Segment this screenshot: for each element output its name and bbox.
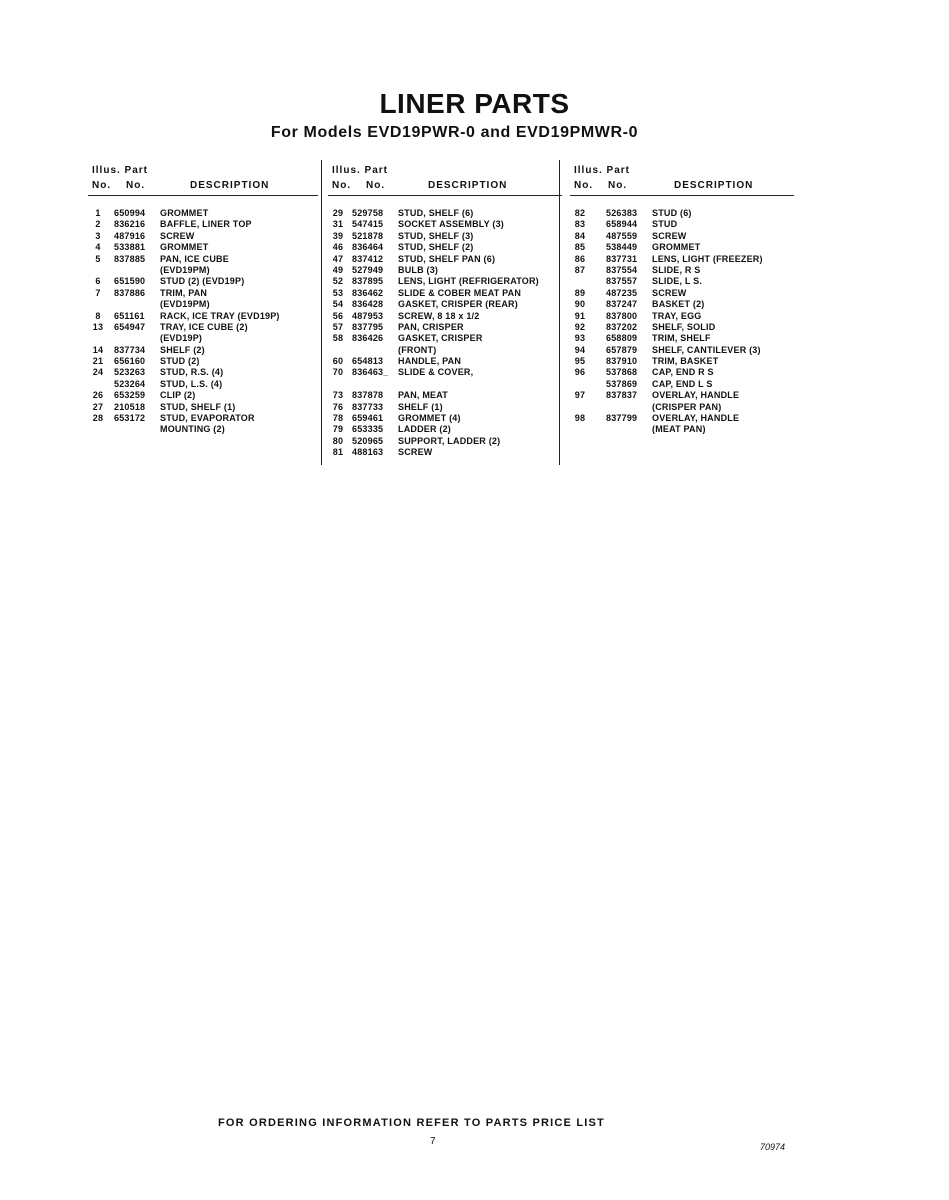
illus-number: 95: [574, 356, 586, 367]
illus-number: 73: [332, 390, 344, 401]
part-number: 488163: [352, 447, 384, 458]
part-number: 837734: [114, 344, 146, 355]
part-number: 651590: [114, 276, 146, 287]
part-row: [570, 424, 794, 435]
page-title: LINER PARTS: [379, 88, 570, 119]
part-description: SHELF, SOLID: [652, 321, 716, 332]
part-description: TRIM, SHELF: [652, 333, 711, 344]
part-number: 533881: [114, 242, 146, 253]
illus-no-label: No.: [574, 180, 594, 191]
part-number: 654947: [114, 321, 146, 332]
part-row: [88, 276, 318, 287]
part-number: 837886: [114, 287, 146, 298]
part-row: [88, 333, 318, 344]
part-row: [570, 288, 794, 299]
part-number: 837799: [606, 413, 638, 424]
page-subtitle: For Models EVD19PWR-0 and EVD19PMWR-0: [270, 124, 639, 141]
part-number: 837557: [606, 276, 638, 287]
illus-number: 28: [92, 413, 104, 424]
part-description: (MEAT PAN): [652, 424, 706, 435]
part-row: [570, 390, 794, 401]
part-description: OVERLAY, HANDLE: [652, 390, 740, 401]
part-row: [328, 333, 562, 344]
part-number: 520965: [352, 435, 384, 446]
illus-number: 54: [332, 299, 344, 310]
part-description: GASKET, CRISPER: [398, 333, 483, 344]
illus-number: 21: [92, 356, 104, 367]
illus-number: 86: [574, 253, 586, 264]
illus-number: 7: [95, 287, 101, 298]
part-row: [570, 402, 794, 413]
part-number: 487235: [606, 287, 638, 298]
illus-number: 93: [574, 333, 586, 344]
part-description: STUD, SHELF (2): [398, 242, 474, 253]
part-number: 658809: [606, 333, 638, 344]
part-row: [328, 447, 562, 458]
part-description: SLIDE & COVER,: [398, 367, 474, 378]
part-description: GROMMET: [160, 208, 209, 218]
column-header: [88, 165, 318, 195]
part-description: SOCKET ASSEMBLY (3): [398, 219, 504, 230]
part-row: [328, 322, 562, 333]
part-number: 836428: [352, 299, 384, 310]
part-number: 653172: [114, 413, 146, 424]
part-description: TRIM, BASKET: [652, 356, 719, 367]
part-description: BULB (3): [398, 264, 439, 275]
illus-no-label: No.: [92, 180, 112, 191]
part-number: 487559: [606, 230, 638, 241]
part-description: HANDLE, PAN: [398, 356, 462, 367]
part-row: [328, 436, 562, 447]
part-description: CAP, END R S: [652, 367, 714, 378]
part-row: [570, 219, 794, 230]
illus-number: 79: [332, 424, 344, 435]
part-row: [88, 208, 318, 219]
part-number: 657879: [606, 344, 638, 355]
header-rule: [88, 195, 318, 196]
illus-part-label: Illus. Part: [332, 165, 389, 176]
part-row: [88, 367, 318, 378]
part-no-label: No.: [126, 180, 146, 191]
part-row: [88, 219, 318, 230]
part-row: [570, 413, 794, 424]
part-row: [328, 311, 562, 322]
part-description: GASKET, CRISPER (REAR): [398, 299, 518, 310]
part-row: [88, 311, 318, 322]
part-number: 547415: [352, 219, 384, 230]
part-row: [328, 379, 562, 390]
part-row: [328, 424, 562, 435]
parts-column-1: [88, 165, 318, 436]
part-row: [328, 276, 562, 287]
parts-list: [88, 208, 318, 436]
illus-number: 24: [92, 367, 104, 378]
part-number: 836463_: [352, 367, 389, 378]
illus-number: 87: [574, 264, 586, 275]
illus-number: 84: [574, 230, 586, 241]
part-row: [328, 402, 562, 413]
part-number: 837910: [606, 356, 638, 367]
part-row: [88, 242, 318, 253]
illus-number: 97: [574, 390, 586, 401]
description-label: DESCRIPTION: [190, 180, 270, 191]
part-row: [570, 322, 794, 333]
header-rule: [570, 195, 794, 196]
part-number: 521878: [352, 230, 384, 241]
part-number: 526383: [606, 208, 638, 218]
illus-number: 89: [574, 287, 586, 298]
part-row: [88, 356, 318, 367]
part-row: [88, 390, 318, 401]
illus-number: 47: [332, 253, 344, 264]
illus-number: 57: [332, 321, 344, 332]
part-number: 837800: [606, 310, 638, 321]
part-number: 487916: [114, 230, 146, 241]
part-description: SCREW, 8 18 x 1/2: [398, 310, 480, 321]
part-row: [88, 413, 318, 424]
part-description: OVERLAY, HANDLE: [652, 413, 740, 424]
illus-number: 60: [332, 356, 344, 367]
part-number: 210518: [114, 401, 146, 412]
part-no-label: No.: [366, 180, 386, 191]
part-number: 656160: [114, 356, 146, 367]
illus-number: 1: [95, 208, 101, 218]
part-description: BAFFLE, LINER TOP: [160, 219, 252, 230]
part-number: 654813: [352, 356, 384, 367]
illus-number: 56: [332, 310, 344, 321]
illus-number: 94: [574, 344, 586, 355]
part-number: 658944: [606, 219, 638, 230]
column-header: [328, 165, 562, 195]
document-code: 70974: [760, 1142, 786, 1152]
illus-no-label: No.: [332, 180, 352, 191]
illus-number: 85: [574, 242, 586, 253]
part-description: STUD, SHELF (3): [398, 230, 474, 241]
part-description: SLIDE & COBER MEAT PAN: [398, 287, 522, 298]
part-number: 523264: [114, 378, 146, 389]
part-row: [328, 254, 562, 265]
illus-number: 14: [92, 344, 104, 355]
part-row: [570, 379, 794, 390]
part-description: SHELF (1): [398, 401, 443, 412]
illus-number: 98: [574, 413, 586, 424]
part-number: 837837: [606, 390, 638, 401]
part-row: [88, 299, 318, 310]
part-description: STUD, EVAPORATOR: [160, 413, 255, 424]
part-description: PAN, ICE CUBE: [160, 253, 229, 264]
part-description: SCREW: [652, 230, 687, 241]
part-number: 538449: [606, 242, 638, 253]
part-no-label: No.: [608, 180, 628, 191]
part-row: [88, 322, 318, 333]
part-description: TRIM, PAN: [160, 287, 208, 298]
part-number: 537868: [606, 367, 638, 378]
part-number: 837412: [352, 253, 384, 264]
illus-number: 58: [332, 333, 344, 344]
part-description: GROMMET: [652, 242, 701, 253]
part-description: CLIP (2): [160, 390, 196, 401]
part-description: SUPPORT, LADDER (2): [398, 435, 501, 446]
part-description: (EVD19P): [160, 333, 203, 344]
part-description: BASKET (2): [652, 299, 705, 310]
part-row: [328, 265, 562, 276]
part-number: 659461: [352, 413, 384, 424]
part-description: SHELF, CANTILEVER (3): [652, 344, 761, 355]
part-row: [570, 276, 794, 287]
part-description: LENS, LIGHT (FREEZER): [652, 253, 763, 264]
part-description: LADDER (2): [398, 424, 451, 435]
part-description: STUD: [652, 219, 678, 230]
part-description: GROMMET: [160, 242, 209, 253]
part-number: 837733: [352, 401, 384, 412]
illus-number: 4: [95, 242, 101, 253]
part-description: TRAY, EGG: [652, 310, 702, 321]
part-description: (CRISPER PAN): [652, 401, 722, 412]
illus-number: 82: [574, 208, 586, 218]
part-row: [328, 219, 562, 230]
illus-number: 6: [95, 276, 101, 287]
part-description: RACK, ICE TRAY (EVD19P): [160, 310, 280, 321]
parts-column-3: [570, 165, 794, 436]
part-row: [328, 299, 562, 310]
part-description: SCREW: [652, 287, 687, 298]
part-row: [88, 424, 318, 435]
part-row: [570, 242, 794, 253]
part-row: [328, 345, 562, 356]
illus-part-label: Illus. Part: [574, 165, 631, 176]
part-number: 523263: [114, 367, 146, 378]
part-description: CAP, END L S: [652, 378, 713, 389]
part-row: [88, 265, 318, 276]
part-row: [570, 265, 794, 276]
description-label: DESCRIPTION: [674, 180, 754, 191]
part-row: [88, 402, 318, 413]
part-description: (EVD19PM): [160, 264, 210, 275]
part-row: [328, 356, 562, 367]
part-description: (EVD19PM): [160, 299, 210, 310]
illus-number: 53: [332, 287, 344, 298]
part-row: [328, 288, 562, 299]
part-row: [328, 231, 562, 242]
part-description: SLIDE, R S: [652, 264, 701, 275]
part-row: [328, 390, 562, 401]
part-number: 537869: [606, 378, 638, 389]
illus-number: 90: [574, 299, 586, 310]
illus-number: 83: [574, 219, 586, 230]
illus-number: 46: [332, 242, 344, 253]
part-row: [570, 333, 794, 344]
part-number: 650994: [114, 208, 146, 218]
part-description: STUD, SHELF (1): [160, 401, 236, 412]
illus-number: 2: [95, 219, 101, 230]
part-row: [570, 367, 794, 378]
illus-number: 76: [332, 401, 344, 412]
part-row: [570, 254, 794, 265]
illus-number: 91: [574, 310, 586, 321]
part-description: SHELF (2): [160, 344, 205, 355]
part-number: 529758: [352, 208, 384, 218]
part-description: GROMMET (4): [398, 413, 461, 424]
illus-number: 49: [332, 264, 344, 275]
illus-number: 31: [332, 219, 344, 230]
part-row: [328, 367, 562, 378]
part-number: 836462: [352, 287, 384, 298]
illus-number: 80: [332, 435, 344, 446]
illus-number: 13: [92, 321, 104, 332]
part-row: [88, 345, 318, 356]
part-row: [88, 288, 318, 299]
illus-number: 29: [332, 208, 344, 218]
column-header: [570, 165, 794, 195]
column-divider: [321, 160, 322, 465]
part-number: 653335: [352, 424, 384, 435]
part-row: [88, 231, 318, 242]
illus-number: 39: [332, 230, 344, 241]
part-number: 837247: [606, 299, 638, 310]
part-number: 837202: [606, 321, 638, 332]
illus-number: 8: [95, 310, 101, 321]
illus-number: 81: [332, 447, 344, 458]
parts-column-2: [328, 165, 562, 459]
parts-list: [328, 208, 562, 459]
ordering-info-footer: FOR ORDERING INFORMATION REFER TO PARTS PRICE LIST: [218, 1117, 605, 1129]
part-description: PAN, MEAT: [398, 390, 448, 401]
part-description: TRAY, ICE CUBE (2): [160, 321, 248, 332]
part-row: [570, 356, 794, 367]
part-row: [570, 299, 794, 310]
part-number: 836464: [352, 242, 384, 253]
part-number: 487953: [352, 310, 384, 321]
part-row: [328, 413, 562, 424]
part-row: [88, 379, 318, 390]
part-row: [570, 311, 794, 322]
part-number: 837885: [114, 253, 146, 264]
illus-number: 26: [92, 390, 104, 401]
part-description: (FRONT): [398, 344, 437, 355]
part-description: STUD, SHELF (6): [398, 208, 474, 218]
part-description: STUD (2) (EVD19P): [160, 276, 245, 287]
illus-number: 52: [332, 276, 344, 287]
part-description: STUD, SHELF PAN (6): [398, 253, 496, 264]
part-number: 837795: [352, 321, 384, 332]
part-number: 527949: [352, 264, 384, 275]
illus-number: 92: [574, 321, 586, 332]
part-row: [328, 208, 562, 219]
part-description: STUD, R.S. (4): [160, 367, 224, 378]
part-number: 836216: [114, 219, 146, 230]
part-number: 837731: [606, 253, 638, 264]
illus-number: 5: [95, 253, 101, 264]
part-description: MOUNTING (2): [160, 424, 225, 435]
illus-number: 70: [332, 367, 344, 378]
part-row: [570, 231, 794, 242]
illus-number: 78: [332, 413, 344, 424]
part-description: SLIDE, L S.: [652, 276, 703, 287]
part-number: 837895: [352, 276, 384, 287]
description-label: DESCRIPTION: [428, 180, 508, 191]
part-number: 837554: [606, 264, 638, 275]
part-description: STUD (6): [652, 208, 692, 218]
illus-number: 27: [92, 401, 104, 412]
part-description: LENS, LIGHT (REFRIGERATOR): [398, 276, 539, 287]
part-row: [328, 242, 562, 253]
illus-number: 3: [95, 230, 101, 241]
part-description: SCREW: [160, 230, 195, 241]
part-description: PAN, CRISPER: [398, 321, 464, 332]
page-number: 7: [430, 1136, 436, 1147]
part-row: [88, 254, 318, 265]
part-number: 653259: [114, 390, 146, 401]
illus-number: 96: [574, 367, 586, 378]
header-rule: [328, 195, 562, 196]
part-number: 837878: [352, 390, 384, 401]
illus-part-label: Illus. Part: [92, 165, 149, 176]
part-row: [570, 208, 794, 219]
part-row: [570, 345, 794, 356]
part-description: STUD (2): [160, 356, 200, 367]
part-number: 651161: [114, 310, 145, 321]
part-number: 836426: [352, 333, 384, 344]
part-description: SCREW: [398, 447, 433, 458]
parts-list: [570, 208, 794, 436]
part-description: STUD, L.S. (4): [160, 378, 223, 389]
